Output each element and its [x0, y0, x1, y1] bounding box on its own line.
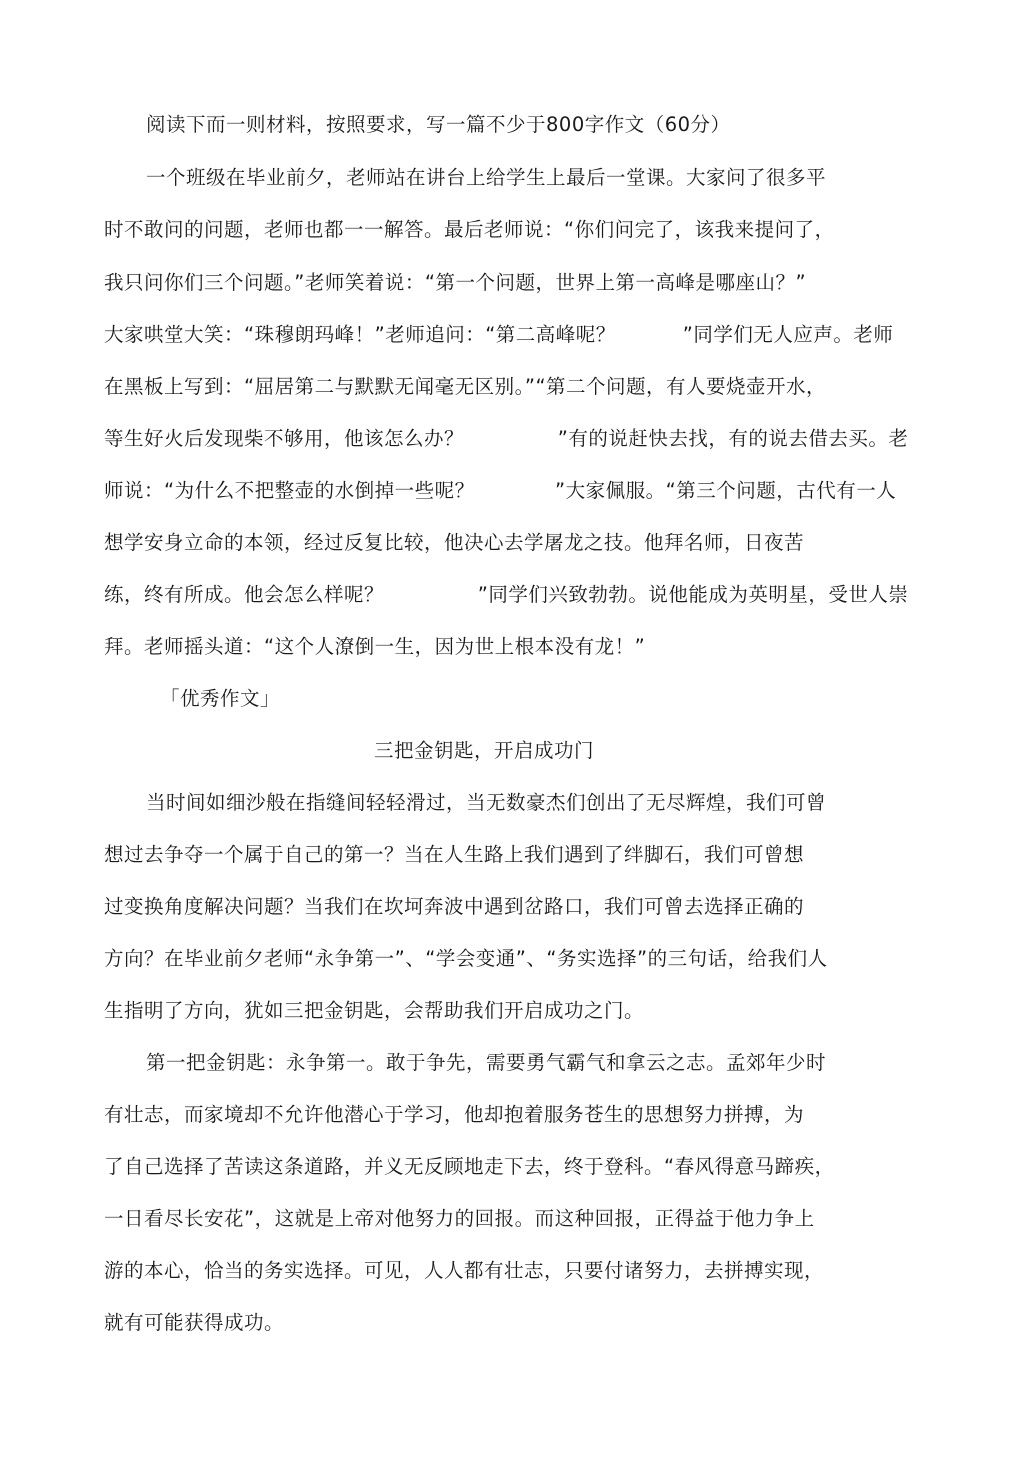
paragraph-line: 想过去争夺一个属于自己的第一？当在人生路上我们遇到了绊脚石，我们可曾想	[104, 843, 805, 866]
paragraph-line: 当时间如细沙般在指缝间轻轻滑过，当无数豪杰们创出了无尽辉煌，我们可曾	[146, 791, 827, 814]
material-line: 我只问你们三个问题。”老师笑着说：“第一个问题，世界上第一高峰是哪座山？”	[104, 271, 807, 294]
paragraph-line: 一日看尽长安花”，这就是上帝对他努力的回报。而这种回报，正得益于他力争上	[104, 1207, 815, 1230]
paragraph-line: 就有可能获得成功。	[104, 1311, 285, 1334]
material-line: 大家哄堂大笑：“珠穆朗玛峰！”老师追问：“第二高峰呢？ ”同学们无人应声。老师	[104, 323, 894, 346]
section-label: 「优秀作文」	[160, 687, 281, 710]
paragraph-line: 有壮志，而家境却不允许他潜心于学习，他却抱着服务苍生的思想努力拼搏，为	[104, 1103, 805, 1126]
material-line: 练，终有所成。他会怎么样呢？ ”同学们兴致勃勃。说他能成为英明星，受世人崇	[104, 583, 909, 606]
prompt-line: 阅读下而一则材料，按照要求，写一篇不少于800字作文（60分）	[146, 113, 731, 136]
paragraph-line: 生指明了方向，犹如三把金钥匙，会帮助我们开启成功之门。	[104, 999, 645, 1022]
material-line: 时不敢问的问题，老师也都一一解答。最后老师说：“你们问完了，该我来提问了，	[104, 218, 835, 241]
material-line: 拜。老师摇头道：“这个人潦倒一生，因为世上根本没有龙！”	[104, 635, 646, 658]
paragraph-line: 第一把金钥匙：永争第一。敢于争先，需要勇气霸气和拿云之志。孟郊年少时	[146, 1051, 827, 1074]
essay-title: 三把金钥匙，开启成功门	[374, 739, 595, 762]
paragraph-line: 游的本心，恰当的务实选择。可见，人人都有壮志，只要付诸努力，去拼搏实现，	[104, 1259, 825, 1282]
material-line: 想学安身立命的本领，经过反复比较，他决心去学屠龙之技。他拜名师，日夜苦	[104, 531, 805, 554]
paragraph-line: 了自己选择了苦读这条道路，并义无反顾地走下去，终于登科。“春风得意马蹄疾，	[104, 1155, 835, 1178]
material-line: 在黑板上写到：“屈居第二与默默无闻毫无区别。”“第二个问题，有人要烧壶开水，	[104, 375, 827, 398]
material-line: 一个班级在毕业前夕，老师站在讲台上给学生上最后一堂课。大家问了很多平	[146, 166, 827, 189]
paragraph-line: 过变换角度解决问题？当我们在坎坷奔波中遇到岔路口，我们可曾去选择正确的	[104, 895, 805, 918]
material-line: 师说：“为什么不把整壶的水倒掉一些呢？ ”大家佩服。“第三个问题，古代有一人	[104, 479, 897, 502]
material-line: 等生好火后发现柴不够用，他该怎么办？ ”有的说赶快去找，有的说去借去买。老	[104, 427, 909, 450]
paragraph-line: 方向？在毕业前夕老师“永争第一”、“学会变通”、“务实选择”的三句话，给我们人	[104, 947, 828, 970]
